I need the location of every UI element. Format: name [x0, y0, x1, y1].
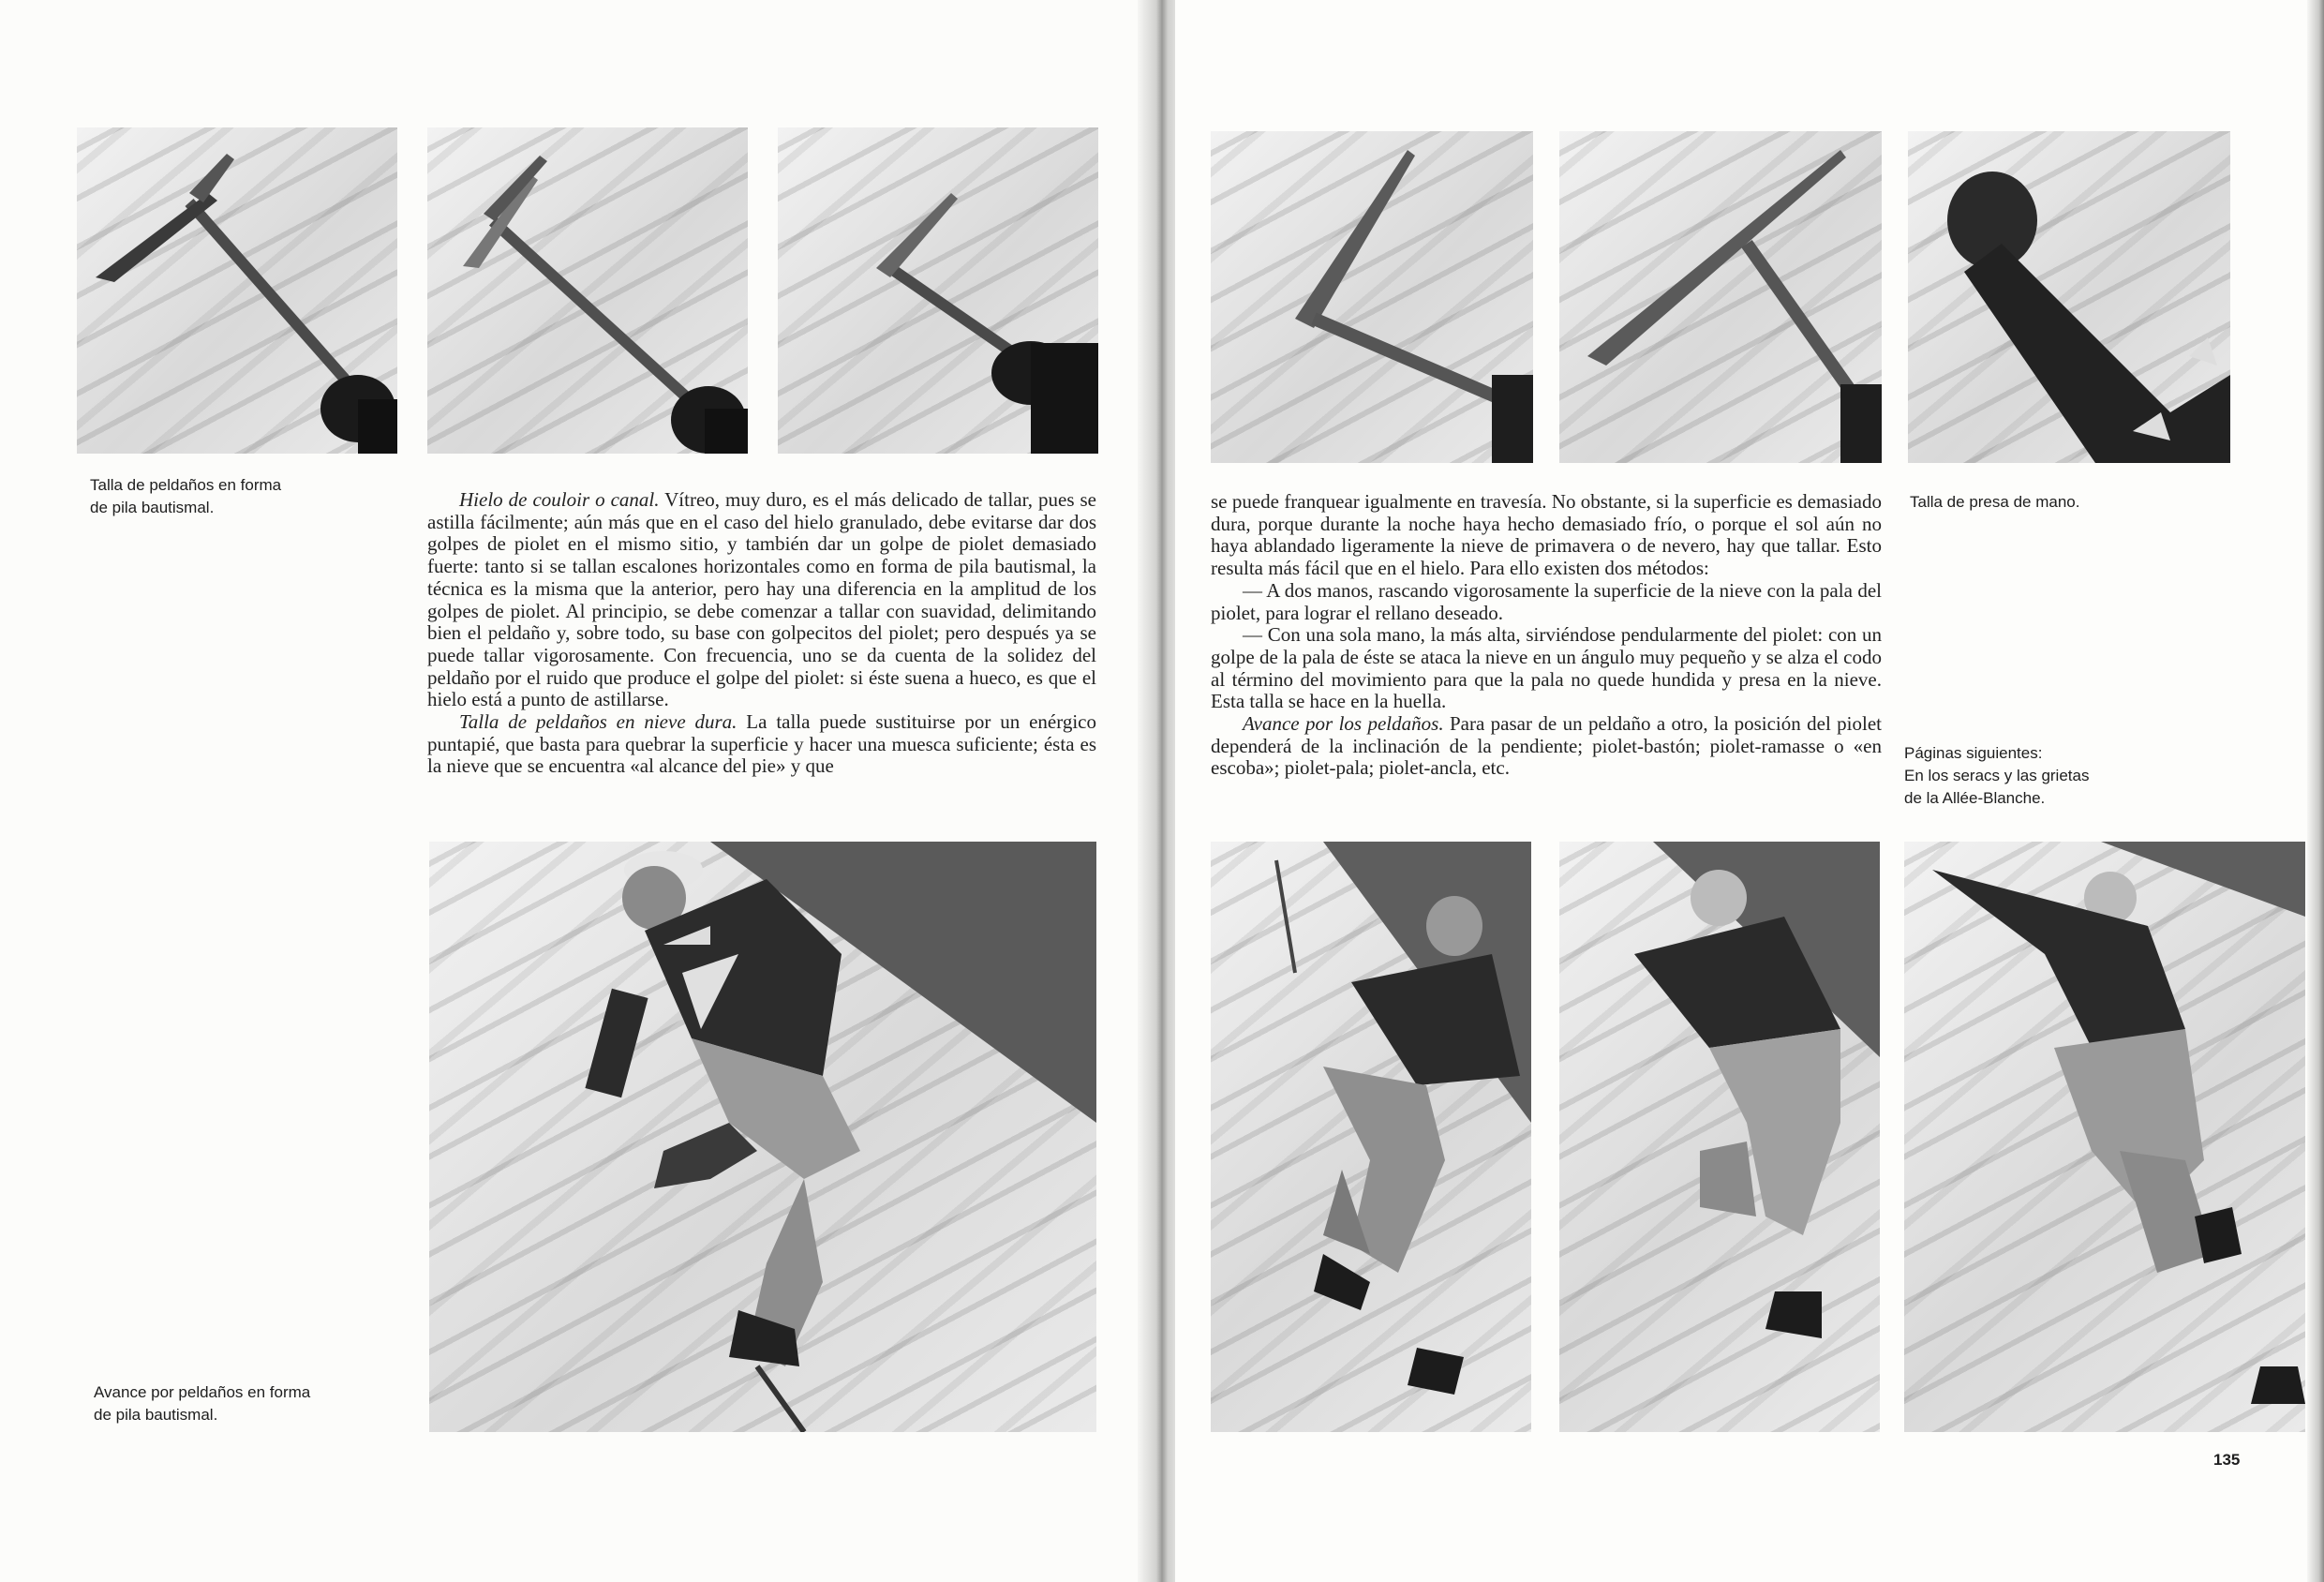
body-text-right	[1211, 491, 1882, 780]
caption-line: Avance por peldaños en forma	[94, 1383, 311, 1401]
photo-pick-snow-1	[1211, 131, 1533, 463]
photo-climber-steps	[429, 842, 1096, 1432]
subheading-advance: Avance por los peldaños.	[1243, 712, 1444, 736]
caption-line: de la Allée-Blanche.	[1904, 789, 2046, 807]
photo-ice-axe-swing-1	[77, 127, 397, 454]
paragraph-one-hand: — Con una sola mano, la más alta, sirviéndose pendularmente del piolet: con un golpe de la pala de éste se ataca la nieve en un ángulo muy pequeño y se alza el codo al término del movimiento para que la pala no quede hundida y presa en la nieve. Esta talla se hace en la huella.	[1211, 623, 1882, 713]
subheading-ice: Hielo de couloir o canal.	[459, 488, 660, 511]
caption-line: de pila bautismal.	[94, 1406, 218, 1424]
subheading-hard-snow: Talla de peldaños en nieve dura.	[459, 710, 737, 734]
page-edge	[2307, 0, 2324, 1582]
caption-line: de pila bautismal.	[90, 499, 215, 516]
caption-bottom-left	[94, 1381, 375, 1426]
photo-climber-sequence-1	[1211, 842, 1531, 1432]
photo-ice-axe-swing-2	[427, 127, 748, 454]
paragraph-hard-snow: La talla puede sustituirse por un enérgico puntapié, que basta para quebrar la superficie y hacer una muesca suficiente; ésta es la nieve que se encuentra «al alcance del pie» y que	[427, 710, 1096, 778]
caption-handhold: Talla de presa de mano.	[1910, 493, 2080, 511]
photo-ice-axe-swing-3	[778, 127, 1098, 454]
paragraph-two-hands: — A dos manos, rascando vigorosamente la superficie de la nieve con la pala del piolet, para lograr el rellano deseado.	[1211, 578, 1882, 624]
paragraph-ice: Vítreo, muy duro, es el más delicado de tallar, pues se astilla fácilmente; aún más que en el caso del hielo granulado, debe evitarse dar dos golpes de piolet en el mismo sitio, y también dar un golpe de piolet demasiado fuerte: tanto si se tallan escalones horizontales como en forma de pila bautismal, la técnica es la misma que la anterior, pero hay una diferencia en la amplitud de los golpes de piolet. Al principio, se debe comenzar a tallar con suavidad, delimitando bien el peldaño y, sobre todo, su base con golpecitos del piolet; pero después ya se puede tallar vigorosamente. Con frecuencia, uno se da cuenta de la solidez del peldaño por el ruido que produce el golpe del piolet: si éste suena a hueco, es que el hielo está a punto de astillarse.	[427, 488, 1096, 711]
caption-top-left	[90, 474, 334, 519]
page-number: 135	[2213, 1451, 2241, 1469]
caption-next-pages	[1904, 742, 2185, 810]
photo-climber-sequence-2	[1559, 842, 1880, 1432]
photo-climber-sequence-3	[1904, 842, 2305, 1432]
caption-line: En los seracs y las grietas	[1904, 767, 2090, 784]
caption-line: Páginas siguientes:	[1904, 744, 2043, 762]
paragraph-traverse: se puede franquear igualmente en travesía. No obstante, si la superficie es demasiado dura, porque durante la noche haya hecho demasiado frío, o porque el sol aún no haya ablandado ligeramente la nieve de primavera o de nevero, hay que tallar. Esto resulta más fácil que en el hielo. Para ello existen dos métodos:	[1211, 490, 1882, 580]
paragraph-advance: Para pasar de un peldaño a otro, la posición del piolet dependerá de la inclinación de la pendiente; piolet-bastón; piolet-ramasse o «en escoba»; piolet-pala; piolet-ancla, etc.	[1211, 712, 1883, 780]
photo-handhold	[1908, 131, 2230, 463]
left-page	[0, 0, 1149, 1582]
photo-pick-snow-2	[1559, 131, 1882, 463]
caption-line: Talla de peldaños en forma	[90, 476, 282, 494]
body-text-left	[427, 489, 1096, 778]
right-page	[1175, 0, 2324, 1582]
